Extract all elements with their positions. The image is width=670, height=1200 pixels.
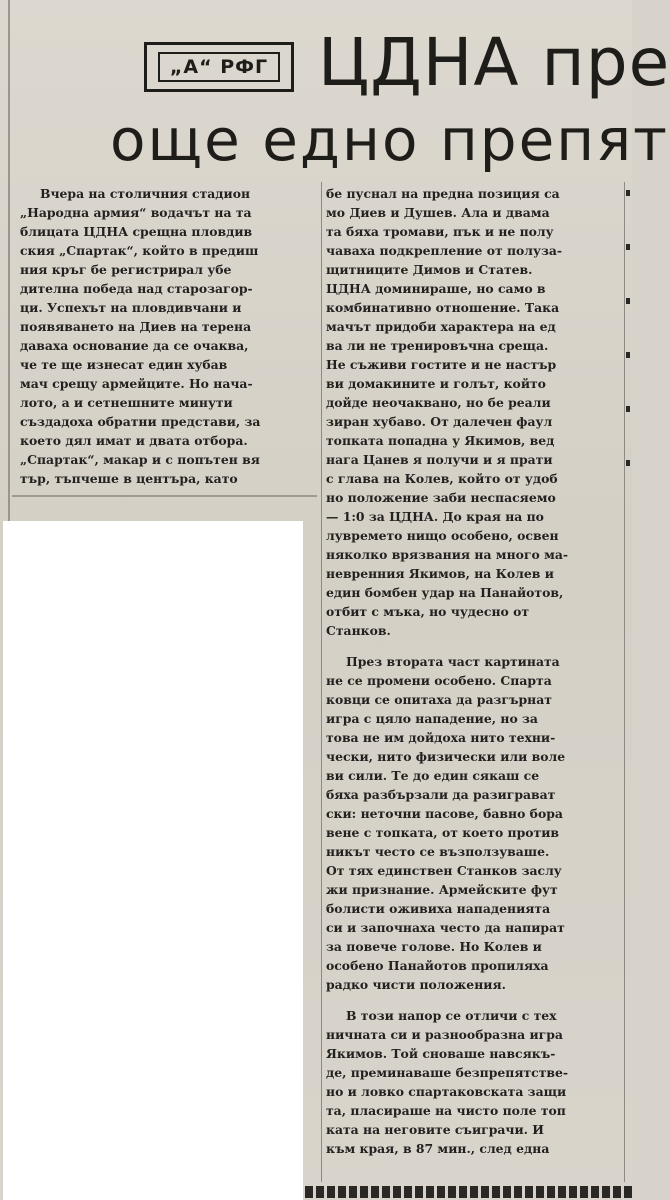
text-line: топката попадна у Якимов, вед [326, 433, 555, 448]
text-line: Не съживи гостите и не настър [326, 357, 557, 372]
text-line: създадоха обратни представи, за [20, 414, 261, 429]
text-line: с глава на Колев, който от удоб [326, 471, 558, 486]
text-line: дойде неочаквано, но бе реали [326, 395, 551, 410]
text-line: ци. Успехът на пловдивчани и [20, 300, 242, 315]
text-line: мач срещу армейците. Но нача- [20, 376, 253, 391]
text-line: бяха разбързали да разиграват [326, 787, 556, 802]
text-line: дителна победа над старозагор- [20, 281, 253, 296]
text-line: особено Панайотов пропиляха [326, 958, 549, 973]
text-line: От тях единствен Станков заслу [326, 863, 562, 878]
text-line: но и ловко спартаковската защи [326, 1084, 567, 1099]
text-line: ски: неточни пасове, бавно бора [326, 806, 563, 821]
text-line: бе пуснал на предна позиция са [326, 186, 560, 201]
section-rule [12, 495, 317, 497]
text-line: ви сили. Те до един сякаш се [326, 768, 540, 783]
text-line: си и започнаха често да напират [326, 920, 565, 935]
bottom-border [305, 1186, 632, 1198]
text-line: но положение заби неспасяемо [326, 490, 556, 505]
text-line: ва ли не тренировъчна среща. [326, 338, 549, 353]
text-line: Вчера на столичния стадион [40, 186, 251, 201]
article-column-2 [326, 184, 622, 1158]
text-line: даваха основание да се очаква, [20, 338, 249, 353]
article-column-1 [20, 184, 316, 488]
text-line: В този напор се отличи с тех [346, 1008, 557, 1023]
text-line: игра с цяло нападение, но за [326, 711, 538, 726]
text-line: ЦДНА доминираше, но само в [326, 281, 546, 296]
text-line: блицата ЦДНА срещна пловдив [20, 224, 253, 239]
text-line: което дял имат и двата отбора. [20, 433, 248, 448]
text-line: щитниците Димов и Статев. [326, 262, 533, 277]
league-badge [144, 42, 294, 92]
text-line: — 1:0 за ЦДНА. До края на по [326, 509, 544, 524]
column-divider [321, 182, 322, 1182]
text-line: чески, нито физически или воле [326, 749, 566, 764]
text-line: никът често се възползуваше. [326, 844, 550, 859]
text-line: та, пласираше на чисто поле топ [326, 1103, 566, 1118]
text-line: Станков. [326, 623, 391, 638]
text-line: отбит с мъка, но чудесно от [326, 604, 530, 619]
text-line: няколко врязвания на много ма- [326, 547, 569, 562]
text-line: мо Диев и Душев. Ала и двама [326, 205, 550, 220]
text-line: тър, тъпчеше в центъра, като [20, 471, 238, 486]
text-line: ския „Спартак“, който в предиш [20, 243, 259, 258]
headline-line-2: още едно препят [110, 106, 669, 174]
text-line: към края, в 87 мин., след една [326, 1141, 550, 1156]
text-line: болисти оживиха нападенията [326, 901, 551, 916]
paragraph-gap [326, 640, 622, 652]
text-line: комбинативно отношение. Така [326, 300, 560, 315]
text-line: това не им дойдоха нито техни- [326, 730, 556, 745]
text-line: „Спартак“, макар и с попътен вя [20, 452, 260, 467]
text-line: за повече голове. Но Колев и [326, 939, 542, 954]
text-line: „Народна армия“ водачът на та [20, 205, 252, 220]
league-badge-label: „А“ РФГ [158, 52, 280, 82]
text-line: чаваха подкрепление от полуза- [326, 243, 563, 258]
text-line: един бомбен удар на Панайотов, [326, 585, 564, 600]
text-line: ковци се опитаха да разгърнат [326, 692, 552, 707]
text-line: де, преминаваше безпрепятстве- [326, 1065, 569, 1080]
text-line: вене с топката, от което против [326, 825, 560, 840]
text-line: невренния Якимов, на Колев и [326, 566, 554, 581]
text-line: Якимов. Той сноваше навсякъ- [326, 1046, 556, 1061]
text-line: радко чисти положения. [326, 977, 506, 992]
next-column-edge [626, 190, 632, 514]
text-line: ния кръг бе регистрирал убе [20, 262, 232, 277]
text-line: та бяха тромави, пък и не полу [326, 224, 554, 239]
text-line: мачът придоби характера на ед [326, 319, 556, 334]
text-line: появяването на Диев на терена [20, 319, 252, 334]
text-line: ката на неговите съиграчи. И [326, 1122, 545, 1137]
text-line: лото, а и сетнешните минути [20, 395, 233, 410]
redacted-area [3, 521, 303, 1200]
text-line: жи признание. Армейските фут [326, 882, 558, 897]
text-line: ничната си и разнообразна игра [326, 1027, 563, 1042]
headline-line-1: ЦДНА пре [318, 24, 670, 101]
text-line: зиран хубаво. От далечен фаул [326, 414, 553, 429]
text-line: нага Цанев я получи и я прати [326, 452, 553, 467]
paragraph-gap [326, 994, 622, 1006]
text-line: не се промени особено. Спарта [326, 673, 552, 688]
column-divider-right [624, 182, 625, 1182]
text-line: През втората част картината [346, 654, 560, 669]
text-line: че те ще изнесат един хубав [20, 357, 228, 372]
text-line: ви домакините и голът, който [326, 376, 546, 391]
text-line: лувремето нищо особено, освен [326, 528, 559, 543]
